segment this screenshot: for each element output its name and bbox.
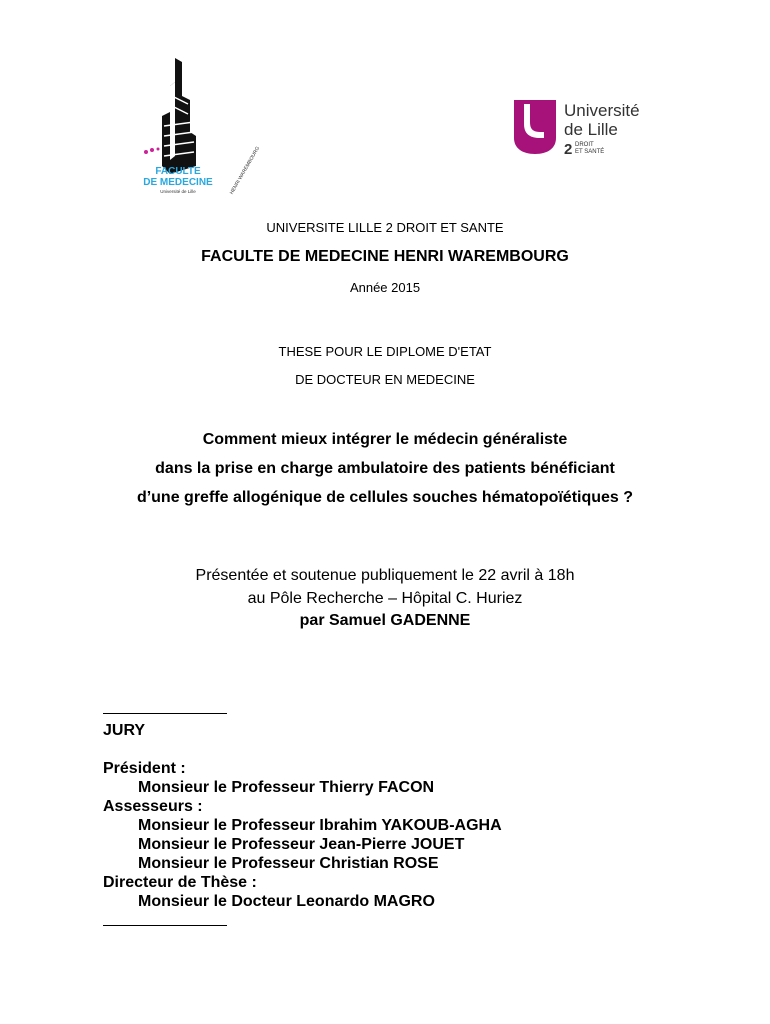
thesis-type-line-2: DE DOCTEUR EN MEDECINE: [295, 372, 475, 387]
thesis-title-line-3: d’une greffe allogénique de cellules souches hématopoïétiques ?: [136, 489, 634, 506]
president-label: Président :: [103, 760, 186, 777]
universite-lille-shield-icon: [514, 100, 556, 154]
academic-year: Année 2015: [349, 280, 421, 295]
directeur-name: Monsieur le Docteur Leonardo MAGRO: [138, 893, 435, 910]
universite-sub-1: DROIT: [575, 142, 594, 148]
thesis-type-line-1: THESE POUR LE DIPLOME D'ETAT: [278, 344, 492, 359]
assesseur-2: Monsieur le Professeur Jean-Pierre JOUET: [138, 836, 465, 853]
university-name: UNIVERSITE LILLE 2 DROIT ET SANTE: [266, 220, 504, 235]
jury-top-divider: [103, 713, 227, 714]
thesis-title-line-1: Comment mieux intégrer le médecin généraliste: [202, 431, 568, 448]
faculte-medecine-logo: [130, 56, 262, 204]
assesseur-3: Monsieur le Professeur Christian ROSE: [138, 855, 439, 872]
president-name: Monsieur le Professeur Thierry FACON: [138, 779, 435, 796]
presentation-location: au Pôle Recherche – Hôpital C. Huriez: [247, 590, 523, 607]
thesis-title-line-2: dans la prise en charge ambulatoire des patients bénéficiant: [155, 460, 615, 477]
faculte-text-3: Université de Lille: [160, 189, 196, 194]
faculte-text-2: DE MEDECINE: [143, 177, 213, 188]
presentation-author: par Samuel GADENNE: [299, 612, 471, 629]
jury-bottom-divider: [103, 925, 227, 926]
jury-heading: JURY: [103, 722, 146, 739]
universite-name-2: de Lille: [564, 120, 618, 139]
assesseur-1: Monsieur le Professeur Ibrahim YAKOUB-AGHA: [138, 817, 502, 834]
universite-sub-2: ET SANTÉ: [575, 149, 605, 155]
presentation-date: Présentée et soutenue publiquement le 22 avril à 18h: [195, 567, 575, 584]
faculte-text-1: FACULTE: [155, 166, 201, 177]
faculty-name: FACULTE DE MEDECINE HENRI WAREMBOURG: [201, 248, 569, 265]
universite-num: 2: [564, 141, 573, 158]
directeur-label: Directeur de Thèse :: [103, 874, 257, 891]
universite-name-1: Université: [564, 101, 640, 120]
faculte-arc-text: HENRI WAREMBOURG: [228, 145, 262, 196]
universite-de-lille-logo: [512, 96, 662, 156]
tower-icon: [162, 58, 196, 174]
assesseurs-label: Assesseurs :: [103, 798, 203, 815]
